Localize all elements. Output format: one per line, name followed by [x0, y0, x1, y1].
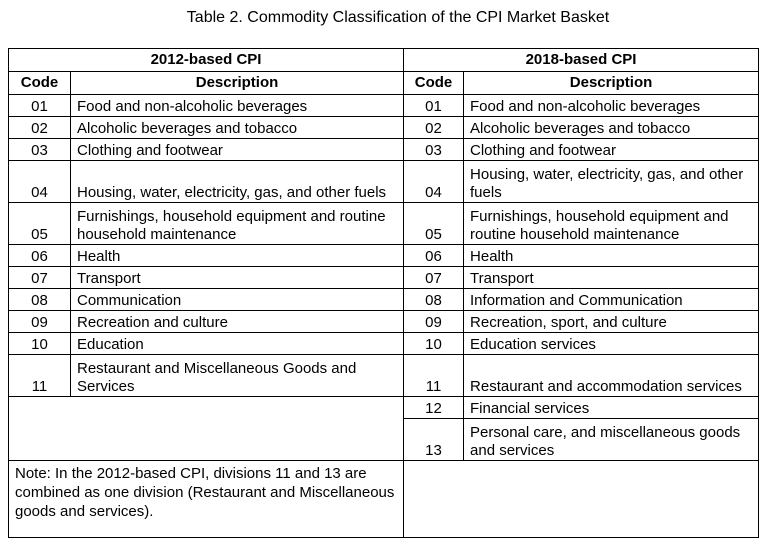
code-2012: 06 [9, 245, 71, 267]
table-row [9, 355, 759, 397]
table-row [9, 95, 759, 117]
description-2018: Housing, water, electricity, gas, and other fuels [464, 161, 759, 203]
description-2012: Health [71, 245, 404, 267]
table-row [9, 311, 759, 333]
header-description-2012: Description [71, 72, 404, 95]
code-2018: 12 [404, 397, 464, 419]
table-row [9, 267, 759, 289]
header-code-2018: Code [404, 72, 464, 95]
table-row [9, 289, 759, 311]
table-row [9, 245, 759, 267]
code-2018: 03 [404, 139, 464, 161]
code-2012: 02 [9, 117, 71, 139]
description-2012: Restaurant and Miscellaneous Goods and Services [71, 355, 404, 397]
code-2018: 04 [404, 161, 464, 203]
code-2018: 13 [404, 419, 464, 461]
table-row [9, 397, 759, 419]
code-2018: 02 [404, 117, 464, 139]
table-row [9, 139, 759, 161]
header-description-2018: Description [464, 72, 759, 95]
code-2012: 11 [9, 355, 71, 397]
description-2012: Clothing and footwear [71, 139, 404, 161]
table-row [9, 203, 759, 245]
empty-cell [404, 461, 759, 538]
header-code-2012: Code [9, 72, 71, 95]
description-2018: Furnishings, household equipment and routine household maintenance [464, 203, 759, 245]
description-2018: Personal care, and miscellaneous goods and services [464, 419, 759, 461]
table-row [9, 333, 759, 355]
code-2018: 08 [404, 289, 464, 311]
note-text: Note: In the 2012-based CPI, divisions 11 and 13 are combined as one division (Restaurant and Miscellaneous goods and services). [9, 461, 404, 538]
description-2018: Financial services [464, 397, 759, 419]
code-2012: 03 [9, 139, 71, 161]
description-2012: Education [71, 333, 404, 355]
cpi-classification-table [8, 48, 759, 538]
header-2012-based: 2012-based CPI [9, 49, 404, 72]
description-2018: Restaurant and accommodation services [464, 355, 759, 397]
code-2012: 10 [9, 333, 71, 355]
code-2012: 05 [9, 203, 71, 245]
description-2012: Furnishings, household equipment and routine household maintenance [71, 203, 404, 245]
description-2018: Recreation, sport, and culture [464, 311, 759, 333]
code-2012: 01 [9, 95, 71, 117]
description-2018: Information and Communication [464, 289, 759, 311]
header-2018-based: 2018-based CPI [404, 49, 759, 72]
code-2018: 10 [404, 333, 464, 355]
code-2018: 11 [404, 355, 464, 397]
description-2018: Health [464, 245, 759, 267]
code-2012: 04 [9, 161, 71, 203]
description-2018: Clothing and footwear [464, 139, 759, 161]
description-2012: Communication [71, 289, 404, 311]
code-2018: 01 [404, 95, 464, 117]
description-2012: Transport [71, 267, 404, 289]
table-row [9, 117, 759, 139]
code-2018: 07 [404, 267, 464, 289]
empty-cell [9, 397, 404, 461]
description-2018: Food and non-alcoholic beverages [464, 95, 759, 117]
description-2018: Education services [464, 333, 759, 355]
code-2018: 05 [404, 203, 464, 245]
description-2012: Housing, water, electricity, gas, and other fuels [71, 161, 404, 203]
table-row [9, 161, 759, 203]
group-header-row [9, 49, 759, 72]
table-title: Table 2. Commodity Classification of the CPI Market Basket [186, 9, 610, 26]
column-header-row [9, 72, 759, 95]
description-2012: Alcoholic beverages and tobacco [71, 117, 404, 139]
note-row [9, 461, 759, 538]
code-2012: 08 [9, 289, 71, 311]
code-2012: 07 [9, 267, 71, 289]
code-2018: 06 [404, 245, 464, 267]
code-2018: 09 [404, 311, 464, 333]
description-2018: Transport [464, 267, 759, 289]
description-2012: Recreation and culture [71, 311, 404, 333]
description-2018: Alcoholic beverages and tobacco [464, 117, 759, 139]
code-2012: 09 [9, 311, 71, 333]
description-2012: Food and non-alcoholic beverages [71, 95, 404, 117]
